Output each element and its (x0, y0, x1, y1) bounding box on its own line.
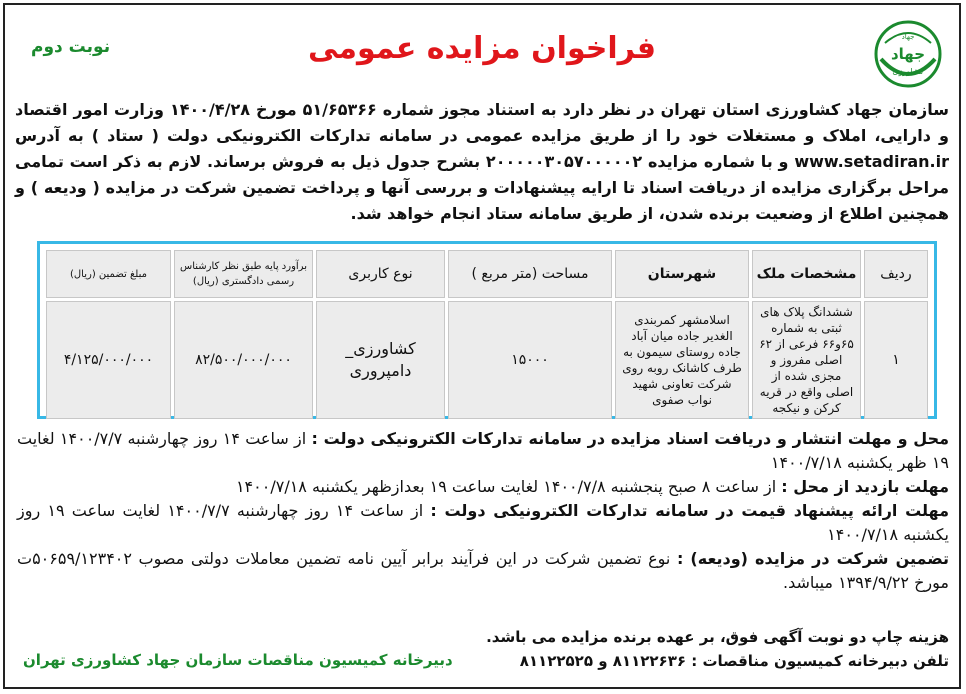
cell-row-number: ۱ (864, 301, 928, 419)
table-row (46, 301, 928, 419)
visit-deadline (17, 475, 949, 499)
header-usage: نوع کاربری (316, 250, 445, 298)
notice-frame (3, 3, 961, 689)
header-row-number: ردیف (864, 250, 928, 298)
header-property: مشخصات ملک (752, 250, 861, 298)
publication-round: نوبت دوم (31, 37, 111, 57)
offer-label: مهلت ارائه پیشنهاد قیمت در سامانه تدارکات الکترونیکی دولت : (430, 501, 950, 520)
offer-deadline (17, 499, 949, 547)
header-estimate: برآورد پایه طبق نظر کارشناس رسمی دادگستری (ریال) (174, 250, 313, 298)
guarantee-info (17, 547, 949, 595)
header-deposit: مبلغ تضمین (ریال) (46, 250, 171, 298)
table-header-row (46, 250, 928, 298)
logo-top-text: جهاد (901, 33, 915, 41)
header-city: شهرستان (615, 250, 749, 298)
auction-table (43, 247, 931, 422)
publish-deadline (17, 427, 949, 475)
auction-details (17, 427, 949, 595)
visit-label: مهلت بازدید از محل : (781, 477, 949, 496)
cell-property: ششدانگ پلاک های ثبتی به شماره ۶۵و۶۶ فرعی از ۶۲ اصلی مفروز و مجزی شده از اصلی واقع در قریه کرکن و نیکجه (752, 301, 861, 419)
publish-label: محل و مهلت انتشار و دریافت اسناد مزایده در سامانه تدارکات الکترونیکی دولت : (311, 429, 949, 448)
cell-area: ۱۵۰۰۰ (448, 301, 612, 419)
guarantee-label: تضمین شرکت در مزایده (ودیعه) : (676, 549, 950, 568)
notice-title: فراخوان مزایده عمومی (308, 31, 656, 66)
cell-estimate: ۸۲/۵۰۰/۰۰۰/۰۰۰ (174, 301, 313, 419)
secretariat-signature: دبیرخانه کمیسیون مناقصات سازمان جهاد کشاورزی تهران (23, 651, 453, 669)
logo-bottom-text: کشاورزی (892, 67, 924, 76)
publish-text: از ساعت ۱۴ روز چهارشنبه ۱۴۰۰/۷/۷ لغایت ۱۹ ظهر یکشنبه ۱۴۰۰/۷/۱۸ (17, 429, 949, 472)
printing-cost-note: هزینه چاپ دو نوبت آگهی فوق، بر عهده برنده مزایده می باشد. (486, 628, 949, 646)
cell-deposit: ۴/۱۲۵/۰۰۰/۰۰۰ (46, 301, 171, 419)
secretariat-phone: تلفن دبیرخانه کمیسیون مناقصات : ۸۱۱۲۲۶۳۶ و ۸۱۱۲۲۵۲۵ (519, 652, 949, 670)
header-area: مساحت (متر مربع ) (448, 250, 612, 298)
visit-text: از ساعت ۸ صبح پنجشنبه ۱۴۰۰/۷/۸ لغایت ساعت ۱۹ بعدازظهر یکشنبه ۱۴۰۰/۷/۱۸ (235, 477, 782, 496)
intro-paragraph: سازمان جهاد کشاورزی استان تهران در نظر دارد به استناد مجوز شماره ۵۱/۶۵۳۶۶ مورخ ۱۴۰۰/۴/۲۸ وزارت امور اقتصاد و دارایی، املاک و مستغلات خود را از طریق مزایده عمومی در سامانه تدارکات الکترونیکی دولت ( ستاد ) به آدرس www.setadiran.ir و با شماره مزایده ۲۰۰۰۰۰۳۰۵۷۰۰۰۰۰۲ بشرح جدول ذیل به فروش برساند. لازم به ذکر است تمامی مراحل برگزاری مزایده از دریافت اسناد تا ارایه پیشنهادات و بررسی آنها و پرداخت تضمین شرکت در مزایده ( ودیعه ) و همچنین اطلاع از وضعیت برنده شدن، از طریق سامانه ستاد انجام خواهد شد. (15, 100, 950, 223)
guarantee-text: نوع تضمین شرکت در این فرآیند برابر آیین نامه تضمین معاملات دولتی مصوب ۵۰۶۵۹/۱۲۳۴۰۲ت مورخ ۱۳۹۴/۹/۲۲ میباشد. (17, 549, 949, 592)
cell-usage: کشاورزی_ دامپروری (316, 301, 445, 419)
offer-text: از ساعت ۱۴ روز چهارشنبه ۱۴۰۰/۷/۷ لغایت ساعت ۱۹ روز یکشنبه ۱۴۰۰/۷/۱۸ (17, 501, 949, 544)
cell-city: اسلامشهر کمربندی الغدیر جاده میان آباد جاده روستای سیمون به طرف کاشانک روبه روی شرکت تعاونی شهید نواب صفوی (615, 301, 749, 419)
auction-table-container (37, 241, 937, 419)
logo-main-text: جهاد (890, 45, 926, 63)
